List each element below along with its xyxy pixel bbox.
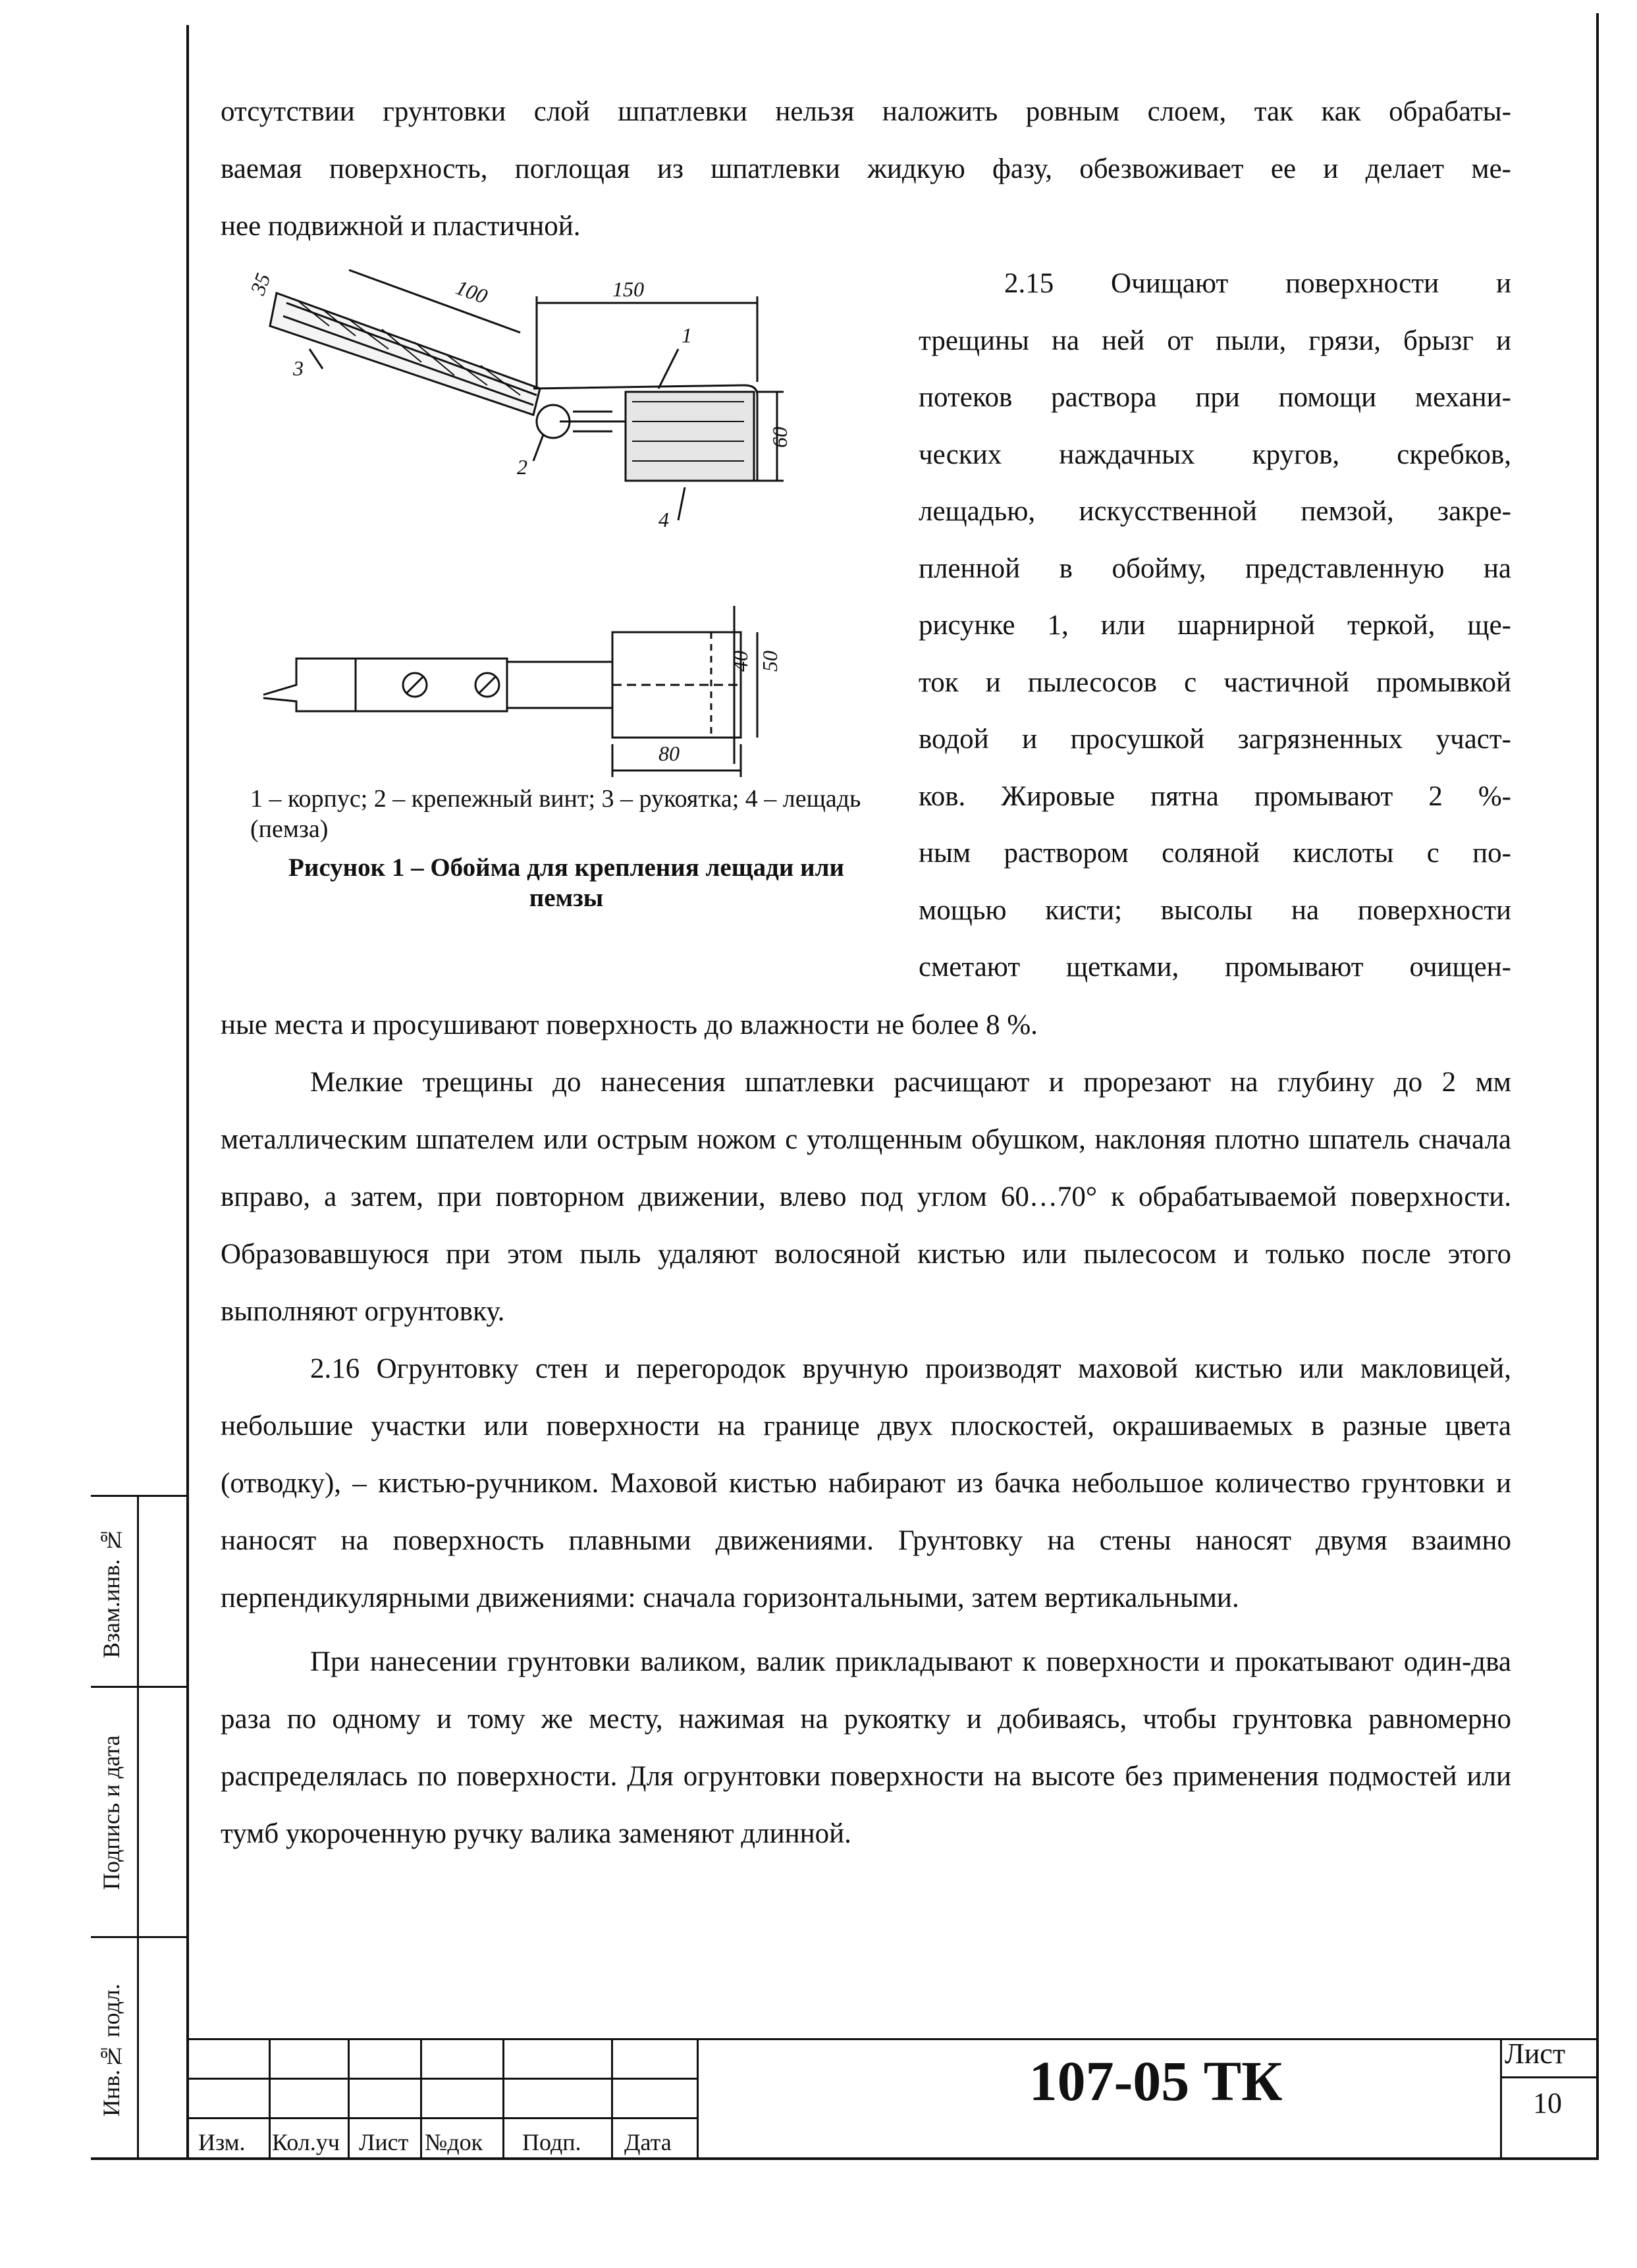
stamp-line: [1500, 2076, 1599, 2078]
figure-title: Рисунок 1 – Обойма для крепления лещади или пемзы: [288, 853, 844, 912]
side-cell-podpis: [91, 1686, 189, 1936]
stamp-col-izm: Изм.: [198, 2129, 246, 2155]
main-text: [221, 996, 1511, 1862]
stamp-line: [186, 2038, 1599, 2040]
label-1: 1: [682, 323, 692, 347]
p215-line: трещины на ней от пыли, грязи, брызг и: [919, 325, 1511, 356]
document-code: 107-05 ТК: [1029, 2049, 1283, 2113]
dim-100: 100: [452, 275, 491, 308]
p215-line: водой и просушкой загрязненных участ-: [919, 724, 1511, 755]
stamp-line: [348, 2038, 350, 2160]
p215-line: лещадью, искусственной пемзой, закре-: [919, 496, 1511, 527]
dim-40: 40: [728, 651, 752, 672]
p215-line: 2.15 Очищают поверхности и: [1004, 268, 1511, 299]
stamp-line: [697, 2038, 699, 2160]
side-stamp: [91, 1495, 189, 2160]
stamp-col-data: Дата: [624, 2129, 672, 2155]
p215-line: ков. Жировые пятна промывают 2 %-: [919, 780, 1511, 812]
paragraph-2-15: [919, 256, 1511, 996]
stamp-col-list: Лист: [359, 2129, 409, 2155]
paragraph-roller: При нанесении грунтовки валиком, валик прикладывают к поверхности и прокатывают один-два раза по одному и тому же месту, нажимая на рукоятку и добиваясь, чтобы грунтовка равномерно распределялась по поверхности. Для огрунтовки поверхности на высоте без применения подмостей или тумб укороченную ручку валика заменяют длинной.: [221, 1646, 1511, 1849]
stamp-line: [420, 2038, 422, 2160]
dim-60: 60: [768, 427, 792, 448]
p215-line: потеков раствора при помощи механи-: [919, 382, 1511, 413]
side-cell-vzam: [91, 1495, 189, 1686]
label-3: 3: [293, 356, 304, 380]
stamp-line: [502, 2038, 504, 2160]
intro-line: нее подвижной и пластичной.: [221, 211, 581, 242]
dim-35: 35: [245, 270, 275, 298]
figure-drawing: [245, 263, 849, 777]
p215-line: сметают щетками, промывают очищен-: [919, 952, 1511, 983]
side-label-podpis: Подпись и дата: [98, 1735, 124, 1891]
dim-50: 50: [758, 651, 782, 672]
dim-150: 150: [612, 277, 644, 301]
side-label-inv: Инв.№ подл.: [98, 1984, 124, 2117]
intro-line: ваемая поверхность, поглощая из шпатлевки жидкую фазу, обезвоживает ее и делает ме-: [221, 153, 1511, 184]
label-4: 4: [658, 508, 669, 531]
p215-line: ток и пылесосов с частичной промывкой: [919, 666, 1511, 698]
label-2: 2: [517, 455, 527, 479]
stamp-line: [611, 2038, 613, 2160]
stamp-line: [1500, 2038, 1502, 2160]
p215-line: мощью кисти; высолы на поверхности: [919, 894, 1511, 926]
frame-right-line: [1596, 13, 1599, 2159]
side-cell-inv: [91, 1936, 189, 2160]
paragraph-cracks: Мелкие трещины до нанесения шпатлевки расчищают и прорезают на глубину до 2 мм металлическим шпателем или острым ножом с утолщенным обушком, наклоняя плотно шпатель сначала вправо, а затем, при повторном движении, влево под углом 60…70° к обрабатываемой поверхности. Образовавшуюся при этом пыль удаляют волосяной кистью или пылесосом и только после этого выполняют огрунтовку.: [221, 1067, 1511, 1327]
side-label-vzam: Взам.инв. №: [98, 1526, 124, 1658]
p215-line: ческих наждачных кругов, скребков,: [919, 439, 1511, 470]
paragraph-2-16: 2.16 Огрунтовку стен и перегородок вручную производят маховой кистью или макловицей, небольшие участки или поверхности на границе двух плоскостей, окрашиваемых в разные цвета (отводку), – кистью-ручником. Маховой кистью набирают из бачка небольшое количество грунтовки и наносят на поверхность плавными движениями. Грунтовку на стены наносят двумя взаимно перпендикулярными движениями: сначала горизонтальными, затем вертикальными.: [221, 1353, 1511, 1613]
p215-tail: ные места и просушивают поверхность до влажности не более 8 %.: [221, 1010, 1038, 1040]
stamp-line: [186, 2117, 697, 2119]
sheet-label: Лист: [1505, 2038, 1566, 2070]
side-stamp-divider: [137, 1495, 139, 2160]
sheet-number: 10: [1533, 2087, 1562, 2119]
p215-line: ным раствором соляной кислоты с по-: [919, 838, 1511, 869]
p215-line: пленной в обойму, представленную на: [919, 553, 1511, 584]
stamp-col-podp: Подп.: [522, 2129, 581, 2155]
dim-80: 80: [658, 742, 680, 765]
intro-line: отсутствии грунтовки слой шпатлевки нельзя наложить ровным слоем, так как обрабаты-: [221, 96, 1511, 127]
p215-line: рисунке 1, или шарнирной теркой, ще-: [919, 610, 1511, 641]
stamp-line: [186, 2078, 697, 2080]
stamp-line: [269, 2038, 271, 2160]
figure-caption: 1 – корпус; 2 – крепежный винт; 3 – рукоятка; 4 – лещадь (пемза): [250, 785, 861, 843]
intro-paragraph: [221, 83, 1511, 255]
stamp-col-kolich: Кол.уч: [272, 2129, 340, 2155]
stamp-col-ndok: №док: [425, 2129, 483, 2155]
